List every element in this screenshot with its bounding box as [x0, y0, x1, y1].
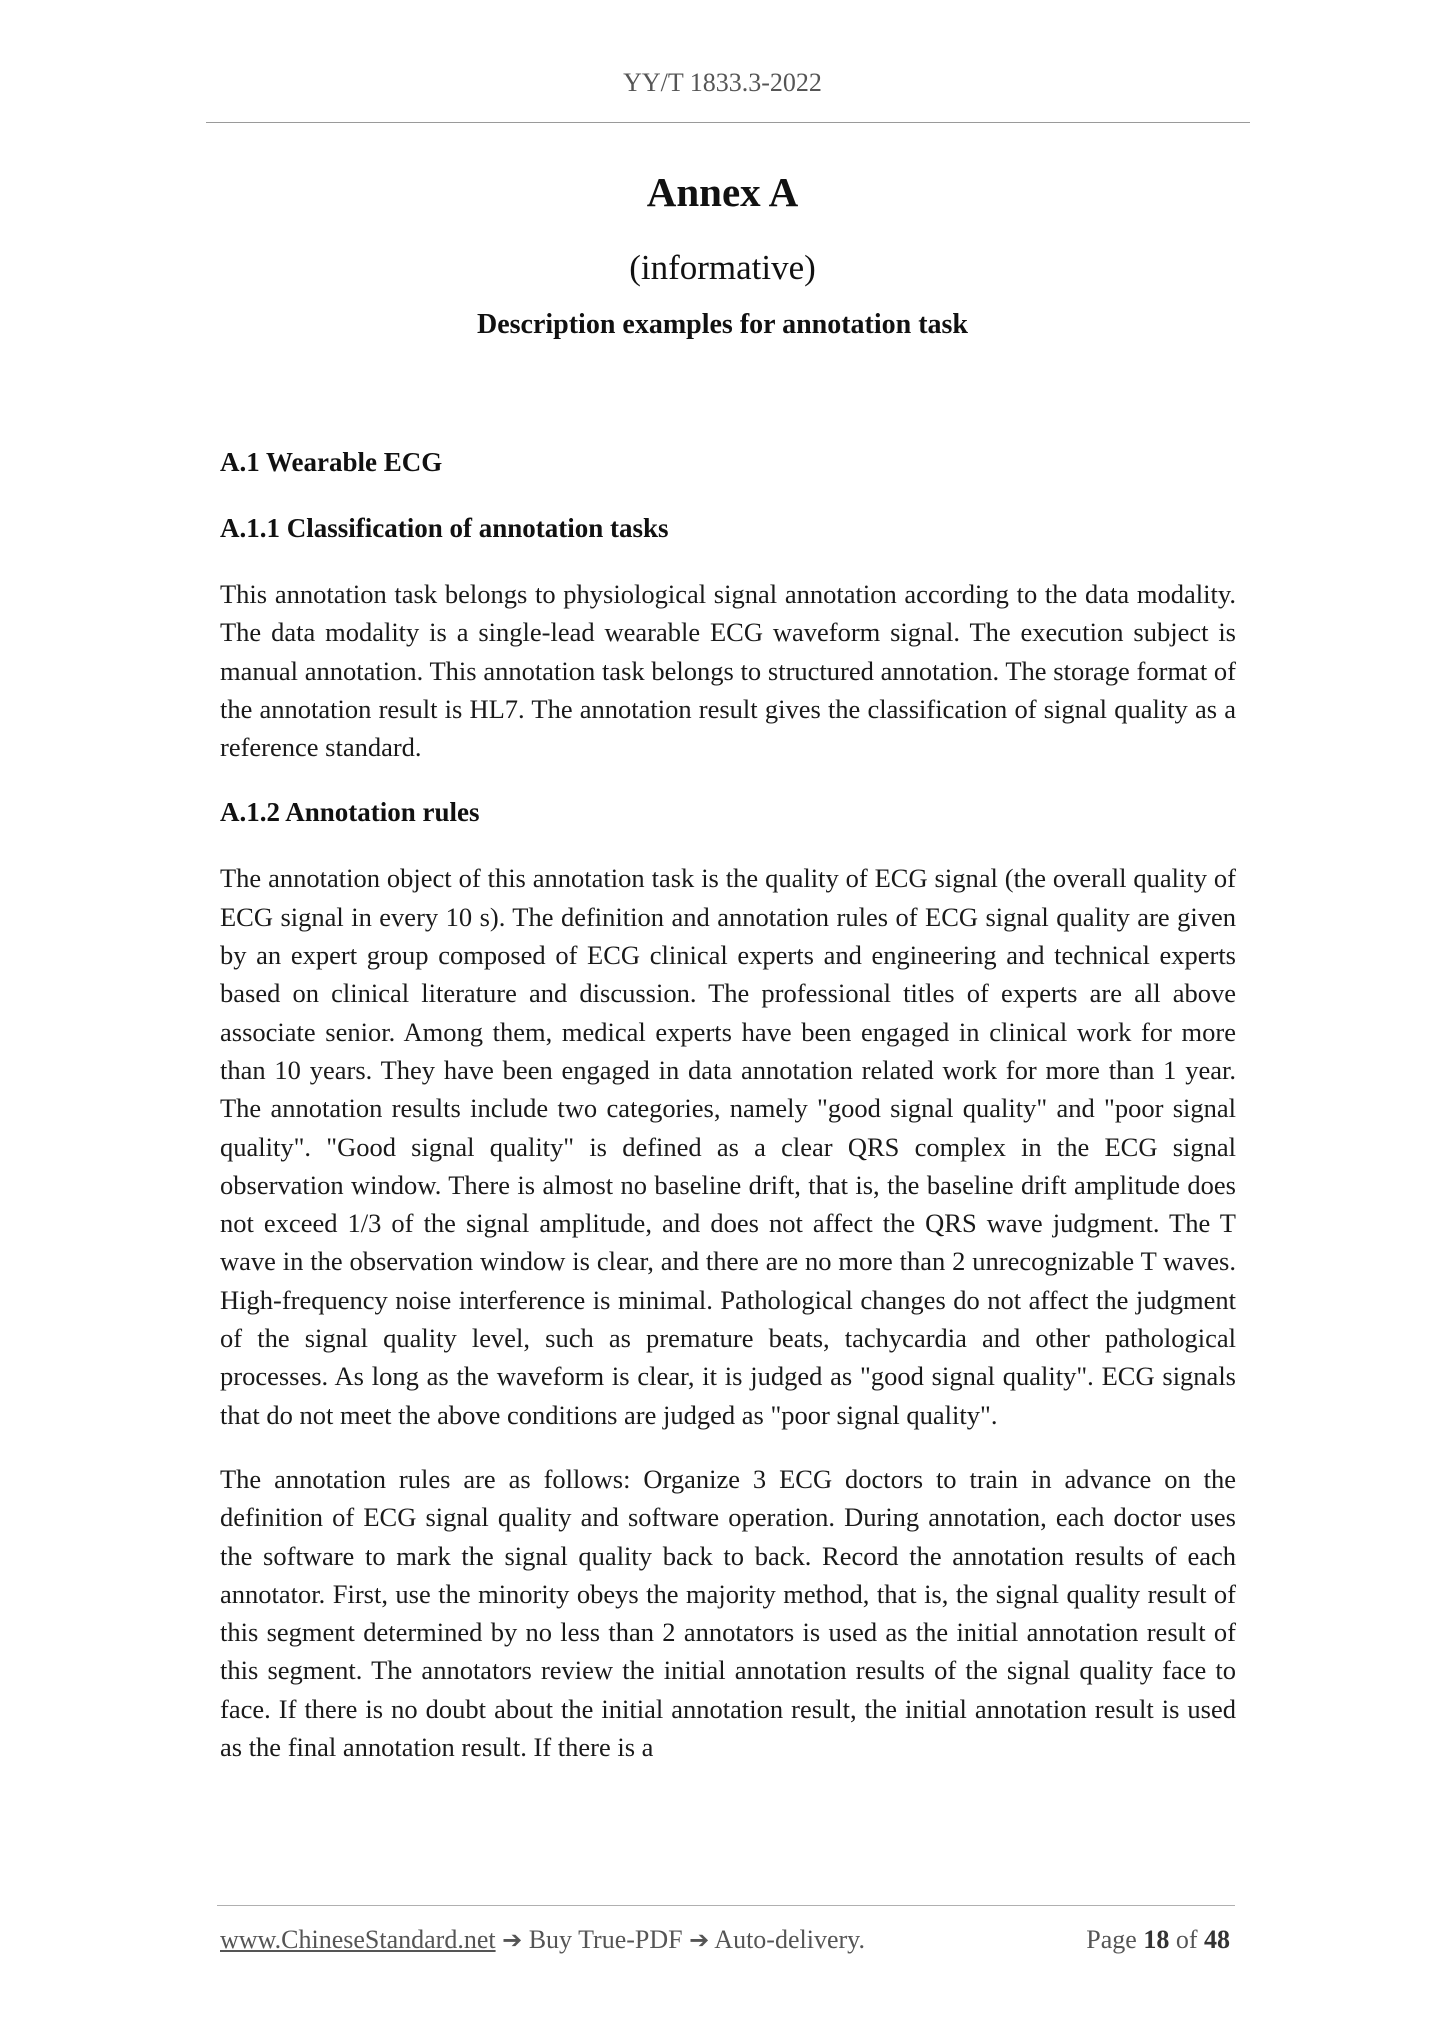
buy-text: Buy True-PDF: [528, 1925, 683, 1954]
page-indicator: [1086, 1925, 1230, 1955]
arrow-right-icon: ➔: [689, 1926, 710, 1954]
header-divider: [206, 122, 1250, 123]
page-current: 18: [1143, 1925, 1170, 1954]
paragraph-classification: This annotation task belongs to physiological signal annotation according to the data modality. The data modality is a single-lead wearable ECG waveform signal. The execution subject is manual annotation. This annotation task belongs to structured annotation. The storage format of the annotation result is HL7. The annotation result gives the classification of signal quality as a reference standard.: [220, 579, 1236, 763]
annex-type: (informative): [629, 248, 816, 287]
document-body: [220, 443, 1236, 1766]
page-total: 48: [1204, 1925, 1230, 1954]
section-heading-a1-2: A.1.2 Annotation rules: [220, 797, 480, 828]
paragraph-annotation-object: The annotation object of this annotation task is the quality of ECG signal (the overall quality of ECG signal in every 10 s). The definition and annotation rules of ECG signal quality are given by an expert group composed of ECG clinical experts and engineering and technical experts based on clinical literature and discussion. The professional titles of experts are all above associate senior. Among them, medical experts have been engaged in clinical work for more than 10 years. They have been engaged in data annotation related work for more than 1 year. The annotation results include two categories, namely "good signal quality" and "poor signal quality". "Good signal quality" is defined as a clear QRS complex in the ECG signal observation window. There is almost no baseline drift, that is, the baseline drift amplitude does not exceed 1/3 of the signal amplitude, and does not affect the QRS wave judgment. The T wave in the observation window is clear, and there are no more than 2 unrecognizable T waves. High-frequency noise interference is minimal. Pathological changes do not affect the judgment of the signal quality level, such as premature beats, tachycardia and other pathological processes. As long as the waveform is clear, it is judged as "good signal quality". ECG signals that do not meet the above conditions are judged as "poor signal quality".: [220, 863, 1236, 1430]
page-label: Page: [1086, 1925, 1137, 1954]
site-link[interactable]: www.ChineseStandard.net: [220, 1925, 496, 1954]
page-of: of: [1175, 1925, 1198, 1954]
annex-subtitle: Description examples for annotation task: [476, 309, 969, 340]
delivery-text: Auto-delivery.: [714, 1925, 865, 1954]
document-header: YY/T 1833.3-2022: [623, 68, 822, 97]
section-heading-a1-1: A.1.1 Classification of annotation tasks: [220, 513, 669, 543]
footer-promo: [220, 1925, 865, 1955]
footer-divider: [217, 1905, 1235, 1906]
annex-title: Annex A: [646, 169, 799, 215]
section-heading-a1: A.1 Wearable ECG: [220, 447, 443, 477]
arrow-right-icon: ➔: [502, 1926, 523, 1954]
paragraph-annotation-rules: The annotation rules are as follows: Organize 3 ECG doctors to train in advance on the definition of ECG signal quality and software operation. During annotation, each doctor uses the software to mark the signal quality back to back. Record the annotation results of each annotator. First, use the minority obeys the majority method, that is, the signal quality result of this segment determined by no less than 2 annotators is used as the initial annotation result of this segment. The annotators review the initial annotation results of the signal quality face to face. If there is no doubt about the initial annotation result, the initial annotation result is used as the final annotation result. If there is a: [220, 1463, 1236, 1763]
